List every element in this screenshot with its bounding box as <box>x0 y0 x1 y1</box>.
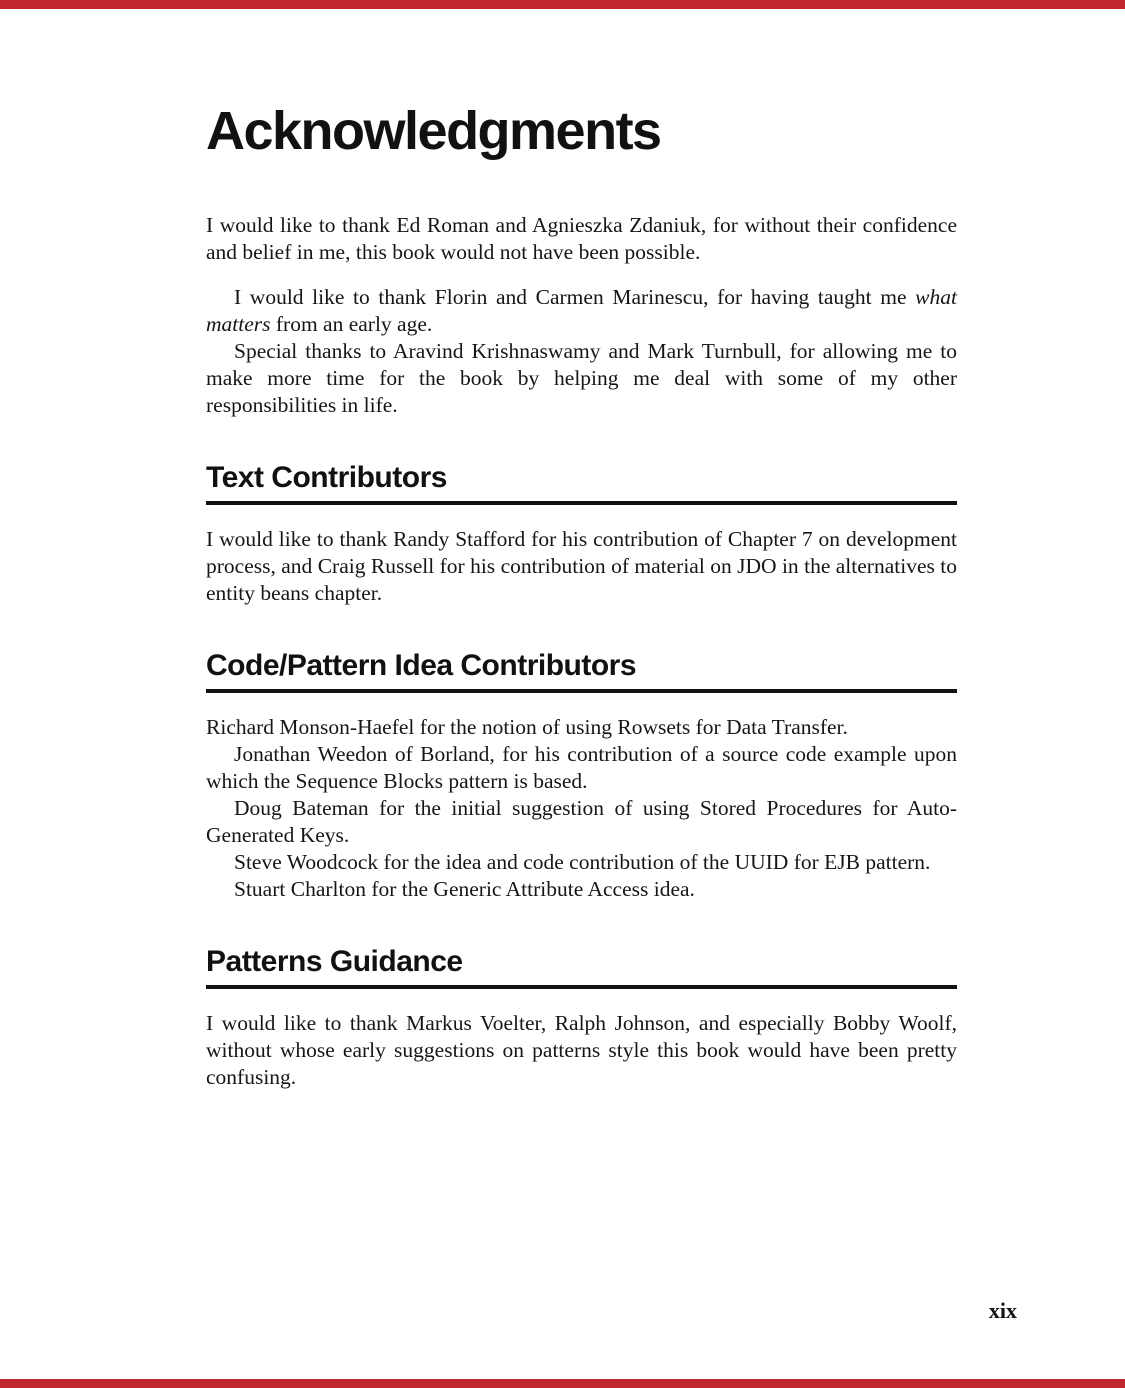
paragraph: Jonathan Weedon of Borland, for his contribution of a source code example upon which the Sequence Blocks pattern is based. <box>206 742 957 793</box>
page-title: Acknowledgments <box>206 101 661 161</box>
intro-paragraph-2-post: from an early age. <box>270 312 433 336</box>
paragraph: Steve Woodcock for the idea and code contribution of the UUID for EJB pattern. <box>234 850 931 874</box>
paragraph: Richard Monson-Haefel for the notion of using Rowsets for Data Transfer. <box>206 715 848 739</box>
section-text-contributors <box>206 461 957 607</box>
section-heading: Code/Pattern Idea Contributors <box>206 649 957 693</box>
section-heading: Patterns Guidance <box>206 945 957 989</box>
paragraph: Stuart Charlton for the Generic Attribute Access idea. <box>234 877 695 901</box>
page-edge-marker-bottom <box>0 1379 1125 1388</box>
section-heading: Text Contributors <box>206 461 957 505</box>
intro-paragraph-2 <box>206 284 957 338</box>
paragraph: Doug Bateman for the initial suggestion of using Stored Procedures for Auto-Generated Keys. <box>206 796 957 847</box>
intro-paragraph-2-pre: I would like to thank Florin and Carmen Marinescu, for having taught me <box>234 285 916 309</box>
intro-paragraph-2-italic: what matters <box>206 285 957 336</box>
intro-paragraph-3: Special thanks to Aravind Krishnaswamy and Mark Turnbull, for allowing me to make more time for the book by helping me deal with some of my other responsibilities in life. <box>206 339 957 417</box>
section-patterns-guidance <box>206 945 957 1091</box>
intro-paragraph-1: I would like to thank Ed Roman and Agnieszka Zdaniuk, for without their confidence and belief in me, this book would not have been possible. <box>206 213 957 264</box>
paragraph: I would like to thank Randy Stafford for his contribution of Chapter 7 on development process, and Craig Russell for his contribution of material on JDO in the alternatives to entity beans chapter. <box>206 527 957 605</box>
page-number: xix <box>988 1298 1017 1323</box>
page-content <box>206 0 957 1091</box>
section-code-pattern-idea-contributors <box>206 649 957 903</box>
paragraph: I would like to thank Markus Voelter, Ralph Johnson, and especially Bobby Woolf, without whose early suggestions on patterns style this book would have been pretty confusing. <box>206 1011 957 1089</box>
